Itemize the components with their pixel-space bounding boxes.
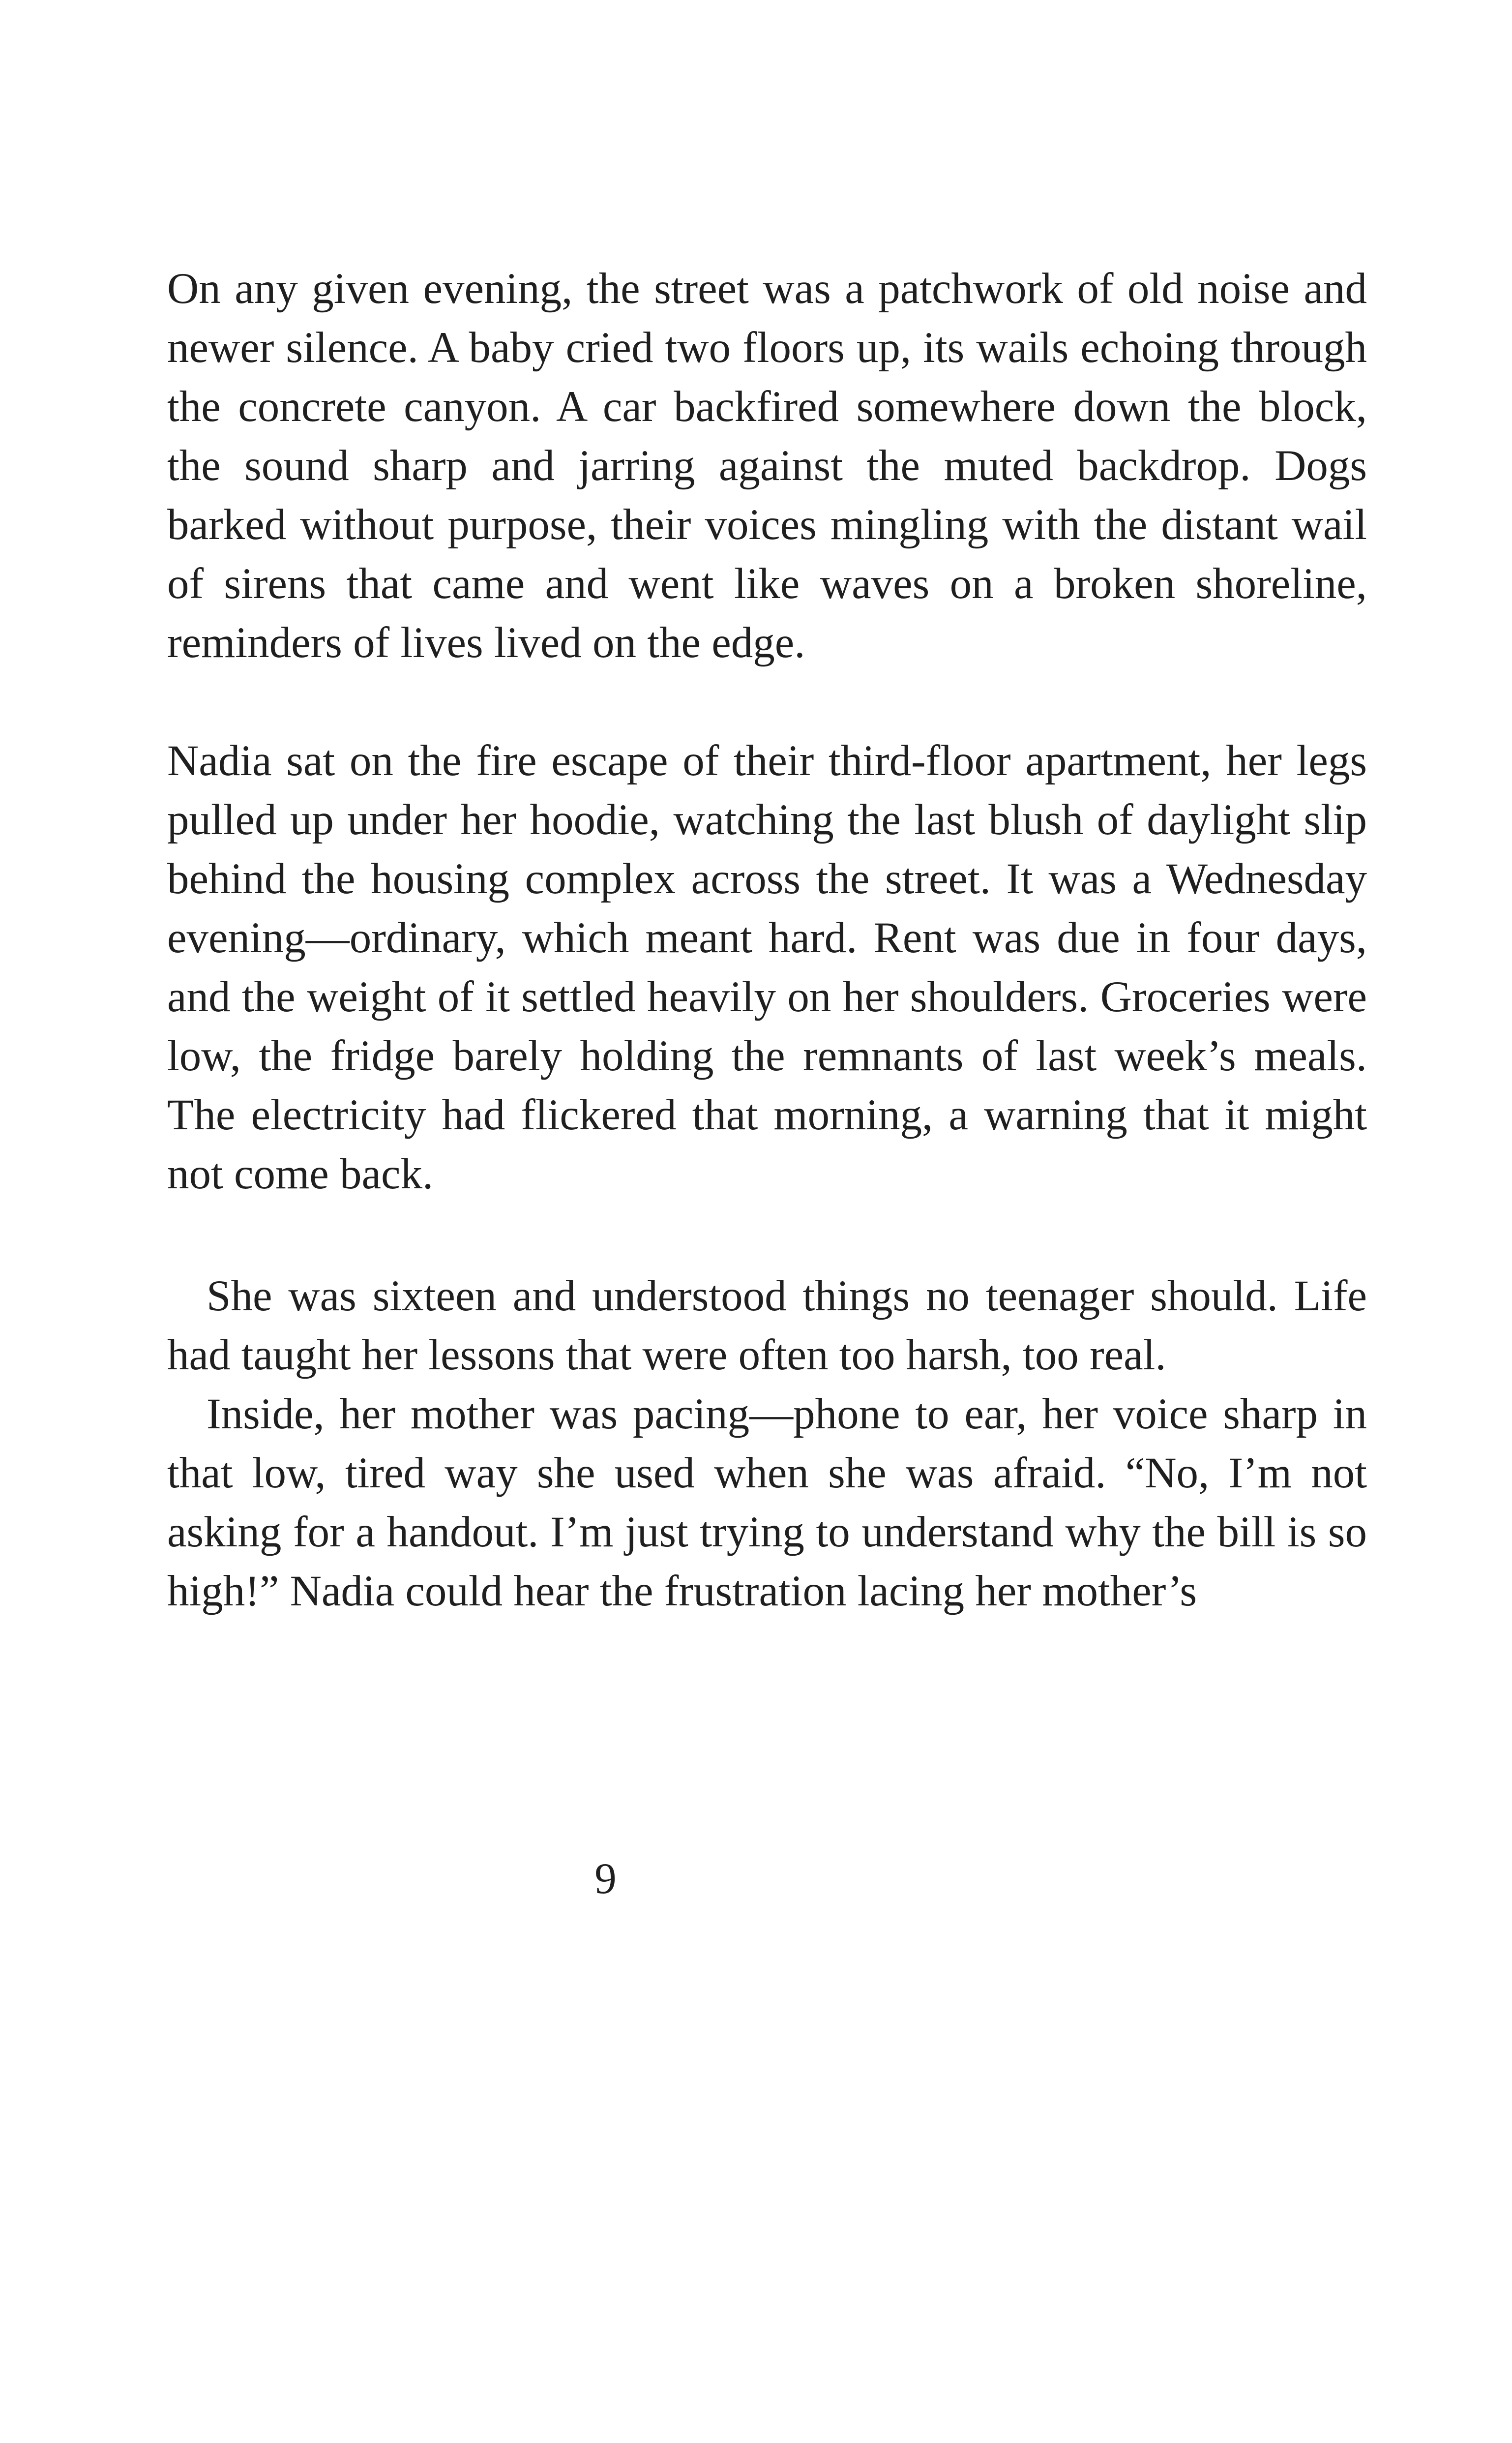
paragraph-mother-pacing: Inside, her mother was pacing—phone to ear, her voice sharp in that low, tired way she used when she was afraid. “No, I’m not asking for a handout. I’m just trying to understand why the bill is so high!” Nadia could hear the frustration lacing her mother’s <box>167 1390 1367 1615</box>
paragraph-group-indented <box>167 1267 1367 1621</box>
page-number: 9 <box>594 1855 617 1903</box>
paragraph-sixteen: She was sixteen and understood things no teenager should. Life had taught her lessons that were often too harsh, too real. <box>167 1272 1367 1379</box>
paragraph-nadia-fire-escape: Nadia sat on the fire escape of their third-floor apartment, her legs pulled up under her hoodie, watching the last blush of daylight slip behind the housing complex across the street. It was a Wednesday evening—ordinary, which meant hard. Rent was due in four days, and the weight of it settled heavily on her shoulders. Groceries were low, the fridge barely holding the remnants of last week’s meals. The electricity had flickered that morning, a warning that it might not come back. <box>167 737 1367 1198</box>
paragraph-street-noise: On any given evening, the street was a patchwork of old noise and newer silence. A baby cried two floors up, its wails echoing through the concrete canyon. A car backfired somewhere down the block, the sound sharp and jarring against the muted backdrop. Dogs barked without purpose, their voices mingling with the distant wail of sirens that came and went like waves on a broken shoreline, reminders of lives lived on the edge. <box>167 265 1367 667</box>
